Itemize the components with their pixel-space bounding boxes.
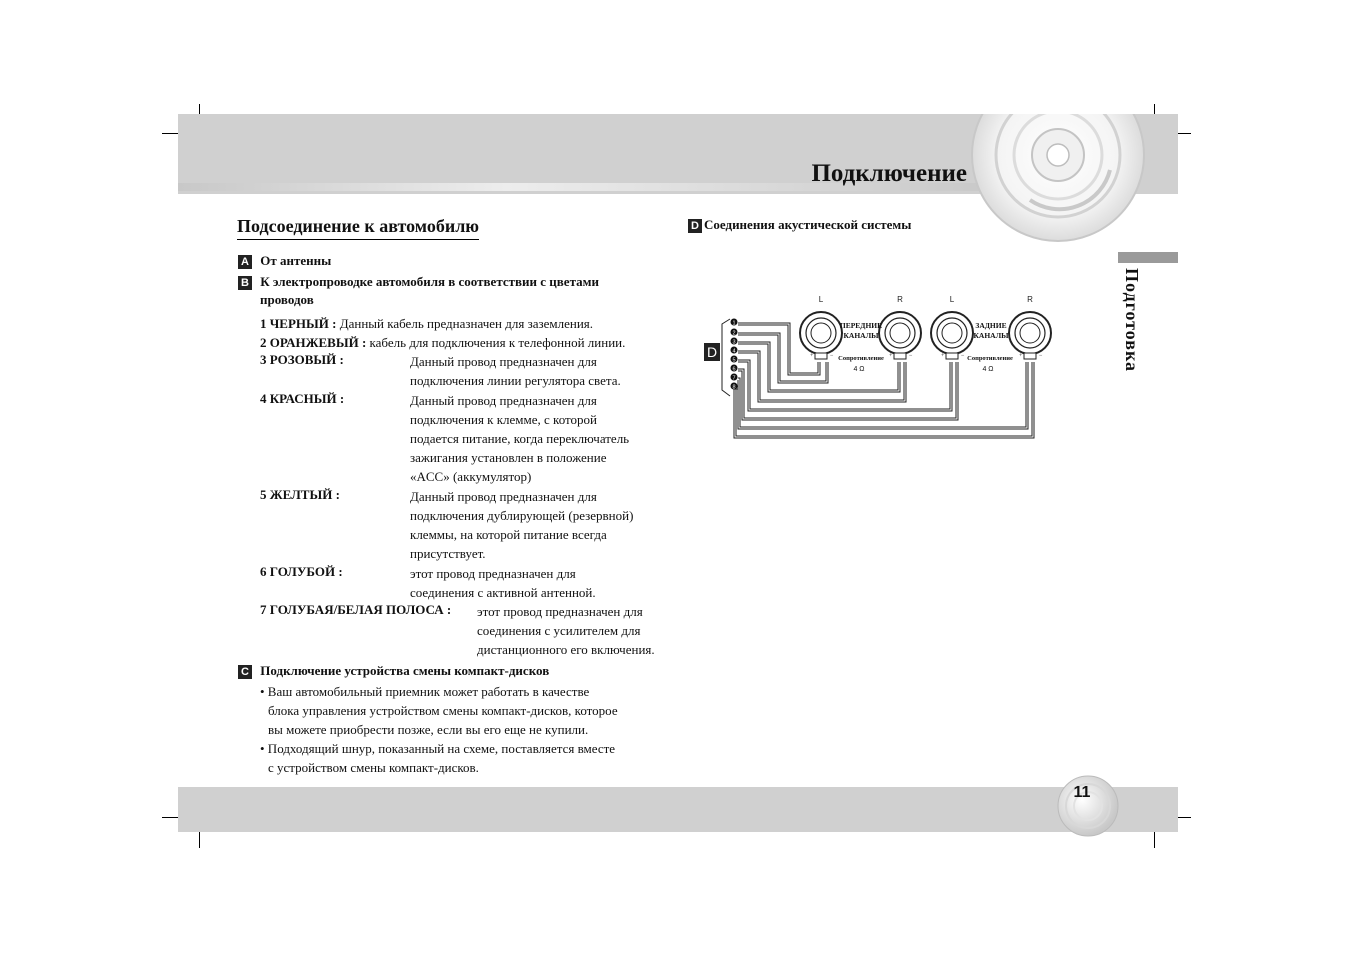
rear-channels-label: КАНАЛЫ [973,331,1009,340]
rear-impedance-label: Сопротивление [967,355,1013,362]
changer-bullet-2 [260,739,615,777]
bullet-line: • Подходящий шнур, показанный на схеме, поставляется вместе [260,741,616,756]
pin-number: 4 [732,348,736,355]
speaker-rear-left-label: L [949,295,955,304]
speaker-section-heading [688,216,911,233]
wire-3-desc [410,352,621,390]
pin [731,365,738,373]
item-c [238,662,549,679]
pin [731,347,738,355]
item-a-title: От антенны [260,253,332,268]
pin-number: 3 [732,339,736,346]
wire-7-line: соединения с усилителем для [477,623,641,638]
svg-text:−: − [830,353,834,359]
pin [731,356,738,364]
pin-number: 1 [732,320,736,327]
wire-5-desc [410,487,633,563]
wire-4-name: 4 КРАСНЫЙ : [260,391,345,406]
svg-text:−: − [909,353,913,359]
wire-5-line: присутствует. [410,546,486,561]
diagram-badge: D [706,344,718,360]
wire-5-name: 5 ЖЕЛТЫЙ : [260,487,340,502]
wire-2 [260,333,625,352]
svg-text:−: − [961,353,965,359]
speaker-front-right-label: R [897,295,903,304]
item-a-badge: A [238,255,252,269]
speaker-front-left [800,312,842,359]
page-title: Подключение [811,160,967,187]
wire-6-line: этот провод предназначен для [410,566,576,581]
wire-3-name: 3 РОЗОВЫЙ : [260,352,344,367]
pin-number: 7 [732,375,736,382]
rear-impedance-value: 4 Ω [982,366,994,373]
wire-4-line: «ACC» (аккумулятор) [410,469,532,484]
front-impedance-label: Сопротивление [838,355,884,362]
wire-4-line: Данный провод предназначен для [410,393,597,408]
rear-channels-label: ЗАДНИЕ [975,321,1007,330]
speaker-section-badge: D [688,219,702,233]
speaker-rear-left [931,312,973,359]
pin-number: 8 [732,384,736,391]
speaker-rear-right [1009,312,1051,359]
pin-number: 2 [732,330,736,337]
wire-4-desc [410,391,629,486]
wire-5-line: клеммы, на которой питание всегда [410,527,607,542]
wire-3-line: подключения линии регулятора света. [410,373,621,388]
wire-4-line: подается питание, когда переключатель [410,431,630,446]
wire-2-name: 2 ОРАНЖЕВЫЙ : [260,335,367,350]
pin [731,338,738,346]
speaker-front-left-label: L [818,295,824,304]
wire-6-line: соединения с активной антенной. [410,585,596,600]
svg-text:+: + [941,353,945,359]
bullet-line: вы можете приобрести позже, если вы его еще не купили. [268,722,589,737]
svg-text:−: − [1039,353,1043,359]
section-title: Подсоединение к автомобилю [237,216,479,240]
bullet-line: блока управления устройством смены компакт-дисков, которое [268,703,618,718]
wire-6-name: 6 ГОЛУБОЙ : [260,564,343,579]
changer-bullet-1 [260,682,618,739]
item-b [238,273,599,290]
pin [731,329,738,337]
side-tab [1118,252,1178,263]
wire-7-desc [477,602,655,659]
wire-5-line: Данный провод предназначен для [410,489,597,504]
front-channels-label: КАНАЛЫ [843,331,879,340]
wire-7-line: дистанционного его включения. [477,642,655,657]
pin [731,319,738,327]
svg-text:+: + [810,353,814,359]
wire-4-line: зажигания установлен в положение [410,450,607,465]
item-c-badge: C [238,665,252,679]
speaker-front-right [879,312,921,359]
wire-1-name: 1 ЧЕРНЫЙ : [260,316,337,331]
item-c-title: Подключение устройства смены компакт-дисков [260,663,550,678]
connector-pins [731,319,738,391]
wire-1-desc: Данный кабель предназначен для заземления. [339,316,594,331]
wire-7-line: этот провод предназначен для [477,604,643,619]
side-tab-label: Подготовка [1122,268,1142,373]
speaker-wiring-diagram [700,290,1060,450]
pin-number: 5 [732,357,736,364]
front-impedance-value: 4 Ω [853,366,865,373]
pin-number: 6 [732,366,736,373]
wire-4-line: подключения к клемме, с которой [410,412,598,427]
speaker-section-title: Соединения акустической системы [704,217,912,232]
footer-band [178,787,1178,832]
wire-2-desc: кабель для подключения к телефонной линии. [369,335,626,350]
page-number: 11 [1073,784,1091,801]
item-a [238,252,331,269]
wire-7-name: 7 ГОЛУБАЯ/БЕЛАЯ ПОЛОСА : [260,602,452,617]
wire-6-desc [410,564,596,602]
svg-text:+: + [889,353,893,359]
bullet-line: • Ваш автомобильный приемник может работать в качестве [260,684,590,699]
wire-5-line: подключения дублирующей (резервной) [410,508,634,523]
front-channels-label: ПЕРЕДНИЕ [839,321,883,330]
bullet-line: с устройством смены компакт-дисков. [268,760,479,775]
wire-3-line: Данный провод предназначен для [410,354,597,369]
item-b-title: К электропроводке автомобиля в соответствии с цветами [260,274,599,289]
svg-text:+: + [1019,353,1023,359]
speaker-rear-right-label: R [1027,295,1033,304]
item-b-title-cont: проводов [260,292,314,307]
disc-graphic [970,80,1178,245]
item-b-badge: B [238,276,252,290]
wire-1 [260,314,593,333]
pin [731,374,738,382]
